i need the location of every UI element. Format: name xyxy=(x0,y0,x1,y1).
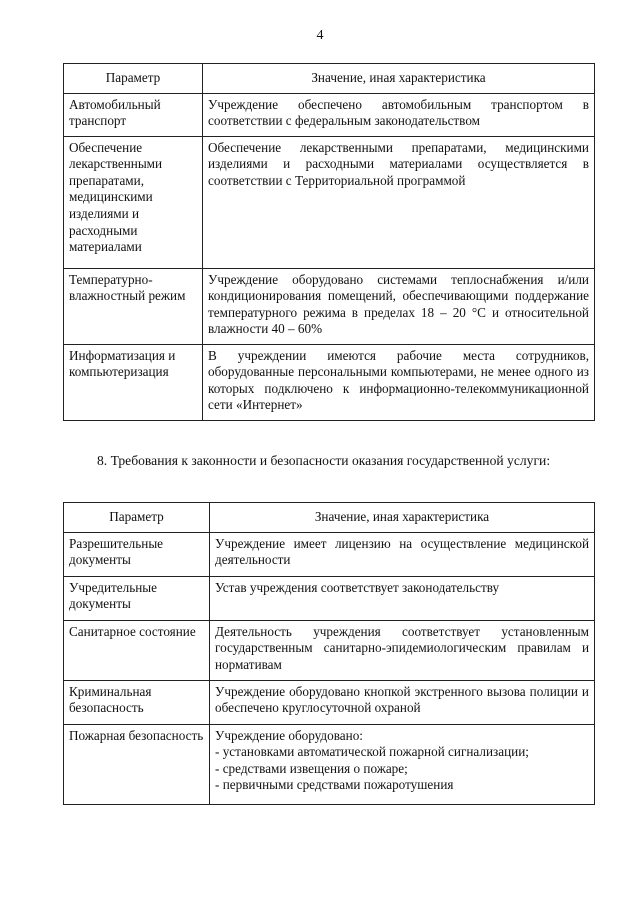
fire-item: - средствами извещения о пожаре; xyxy=(215,760,408,776)
table-header-row xyxy=(64,503,595,533)
row-parameter: Криминальная безопасность xyxy=(64,680,210,724)
conditions-table xyxy=(63,63,595,421)
row-value: Учреждение обеспечено автомобильным транспортом в соответствии с федеральным законодательством xyxy=(203,93,595,136)
header-parameter: Параметр xyxy=(64,503,210,533)
table-row xyxy=(64,136,595,268)
row-value: Учреждение имеет лицензию на осуществление медицинской деятельности xyxy=(210,532,595,576)
table-row xyxy=(64,576,595,620)
row-value: Учреждение оборудовано системами теплоснабжения и/или кондиционирования помещений, обеспечивающими поддержание температурного режима в пределах 18 – 20 °С и относительной влажности 40 – 60% xyxy=(203,268,595,344)
table-row xyxy=(64,680,595,724)
fire-intro: Учреждение оборудовано: xyxy=(215,727,363,743)
row-parameter: Санитарное состояние xyxy=(64,620,210,680)
row-value: Устав учреждения соответствует законодательству xyxy=(210,576,595,620)
row-parameter: Пожарная безопасность xyxy=(64,724,210,804)
fire-item: - установками автоматической пожарной сигнализации; xyxy=(215,744,529,760)
row-parameter: Автомобильный транспорт xyxy=(64,93,203,136)
table-header-row xyxy=(64,64,595,94)
header-value: Значение, иная характеристика xyxy=(210,503,595,533)
section-8-heading: 8. Требования к законности и безопасности оказания государственной услуги: xyxy=(97,453,551,468)
fire-item: - первичными средствами пожаротушения xyxy=(215,777,454,793)
row-parameter: Обеспечение лекарственными препаратами, медицинскими изделиями и расходными материалами xyxy=(64,136,203,268)
header-parameter: Параметр xyxy=(64,64,203,94)
row-value: Учреждение оборудовано кнопкой экстренного вызова полиции и обеспечено круглосуточной охраной xyxy=(210,680,595,724)
table-row xyxy=(64,620,595,680)
page-number: 4 xyxy=(316,28,324,43)
row-parameter: Учредительные документы xyxy=(64,576,210,620)
legality-safety-table xyxy=(63,502,595,805)
table-row xyxy=(64,344,595,420)
row-value: Деятельность учреждения соответствует установленным государственным санитарно-эпидемиологическим правилам и нормативам xyxy=(210,620,595,680)
row-value: Обеспечение лекарственными препаратами, медицинскими изделиями и расходными материалами осуществляется в соответствии с Территориальной программой xyxy=(203,136,595,268)
header-value: Значение, иная характеристика xyxy=(203,64,595,94)
table-row xyxy=(64,724,595,804)
row-value xyxy=(210,724,595,804)
row-parameter: Температурно-влажностный режим xyxy=(64,268,203,344)
row-parameter: Разрешительные документы xyxy=(64,532,210,576)
row-parameter: Информатизация и компьютеризация xyxy=(64,344,203,420)
table-row xyxy=(64,532,595,576)
row-value: В учреждении имеются рабочие места сотрудников, оборудованные персональными компьютерами, не менее одного из которых подключено к информационно-телекоммуникационной сети «Интернет» xyxy=(203,344,595,420)
table-row xyxy=(64,93,595,136)
table-row xyxy=(64,268,595,344)
